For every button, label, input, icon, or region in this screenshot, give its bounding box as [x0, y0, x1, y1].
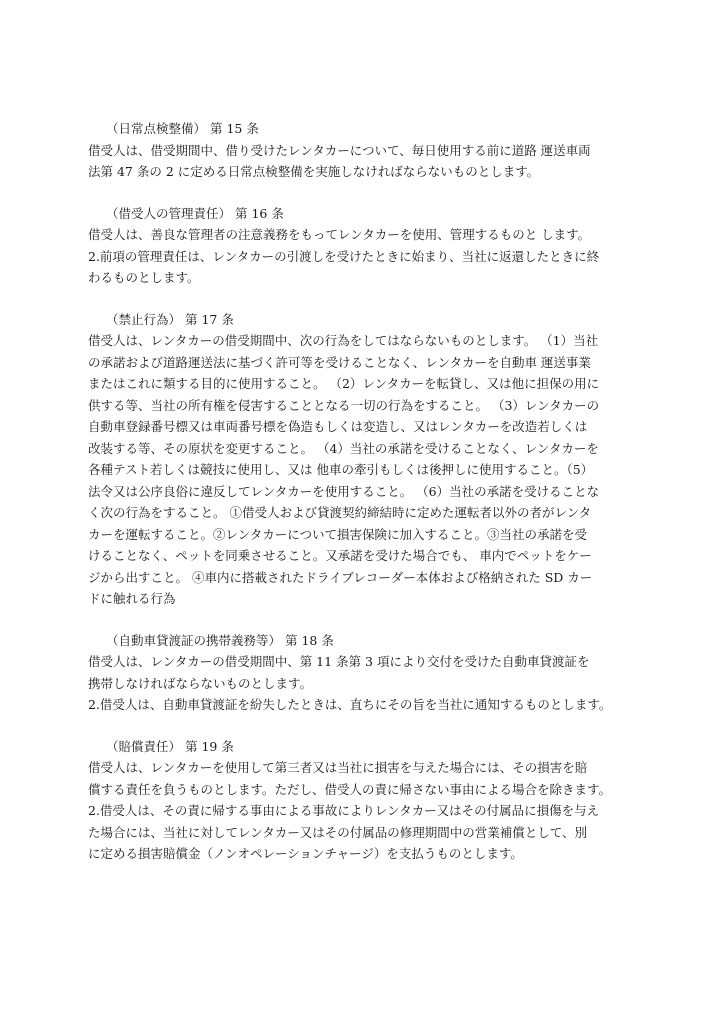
article-line: 借受人は、借受期間中、借り受けたレンタカーについて、毎日使用する前に道路 運送車両: [88, 142, 591, 158]
article-15: [88, 118, 648, 183]
article-line: 法第 47 条の 2 に定める日常点検整備を実施しなければならないものとします。: [88, 164, 540, 179]
article-19: [88, 736, 648, 865]
article-heading: （日常点検整備） 第 15 条: [106, 121, 259, 136]
article-line: ドに触れる行為: [88, 591, 176, 606]
article-line: に定める損害賠償金（ノンオペレーションチャージ）を支払うものとします。: [88, 846, 523, 861]
article-heading: （自動車貸渡証の携帯義務等） 第 18 条: [106, 632, 334, 648]
article-line: の承諾および道路運送法に基づく許可等を受けることなく、レンタカーを自動車 運送事業: [88, 354, 591, 370]
article-line: 改装する等、その原状を変更すること。 （4）当社の承諾を受けることなく、レンタカーを: [88, 440, 599, 456]
article-line: く次の行為をすること。 ①借受人および貸渡契約締結時に定めた運転者以外の者がレンタ: [88, 505, 592, 520]
article-line: 借受人は、善良な管理者の注意義務をもってレンタカーを使用、管理するものと します。: [88, 227, 591, 242]
article-line: た場合には、当社に対してレンタカー又はその付属品の修理期間中の営業補償として、別: [88, 824, 587, 840]
article-line: 2.借受人は、その責に帰する事由による事故によりレンタカー又はその付属品に損傷を与え: [88, 803, 600, 818]
article-line: 2.前項の管理責任は、レンタカーの引渡しを受けたときに始まり、当社に返還したときに終: [88, 248, 600, 264]
article-line: 償する責任を負うものとします。ただし、借受人の責に帰さない事由による場合を除きます。: [88, 781, 612, 797]
article-line: 借受人は、レンタカーの借受期間中、第 11 条第 3 項により交付を受けた自動車貸渡証を: [88, 654, 590, 669]
article-line: 供する等、当社の所有権を侵害することとなる一切の行為をすること。 （3）レンタカーの: [88, 397, 600, 413]
article-17: [88, 309, 648, 610]
article-line: 借受人は、レンタカーの借受期間中、次の行為をしてはならないものとします。 （1）当社: [88, 333, 599, 348]
article-18: [88, 630, 648, 716]
article-line: 借受人は、レンタカーを使用して第三者又は当社に損害を与えた場合には、その損害を賠: [88, 760, 588, 775]
article-heading: （禁止行為） 第 17 条: [106, 311, 234, 327]
article-line: けることなく、ペットを同乗させること。又承諾を受けた場合でも、 車内でペットをケー: [88, 548, 592, 563]
article-line: ジから出すこと。 ④車内に搭載されたドライブレコーダー本体および格納された SD カー: [88, 569, 593, 585]
document-page: [88, 118, 648, 885]
article-line: 法令又は公序良俗に違反してレンタカーを使用すること。 （6）当社の承諾を受けることな: [88, 483, 600, 499]
article-line: 2.借受人は、自動車貸渡証を紛失したときは、直ちにその旨を当社に通知するものとします。: [88, 697, 612, 712]
article-line: 携帯しなければならないものとします。: [88, 675, 313, 691]
article-16: [88, 203, 648, 289]
article-line: 各種テスト若しくは競技に使用し、又は 他車の牽引もしくは後押しに使用すること。（5）: [88, 462, 594, 477]
article-line: わるものとします。: [88, 270, 200, 285]
article-heading: （賠償責任） 第 19 条: [106, 738, 234, 754]
article-heading: （借受人の管理責任） 第 16 条: [106, 205, 284, 221]
article-line: またはこれに類する目的に使用すること。 （2）レンタカーを転貸し、又は他に担保の用に: [88, 376, 600, 391]
article-line: 自動車登録番号標又は車両番号標を偽造もしくは変造し、又はレンタカーを改造若しくは: [88, 419, 588, 434]
article-line: カーを運転すること。②レンタカーについて損害保険に加入すること。③当社の承諾を受: [88, 526, 587, 542]
